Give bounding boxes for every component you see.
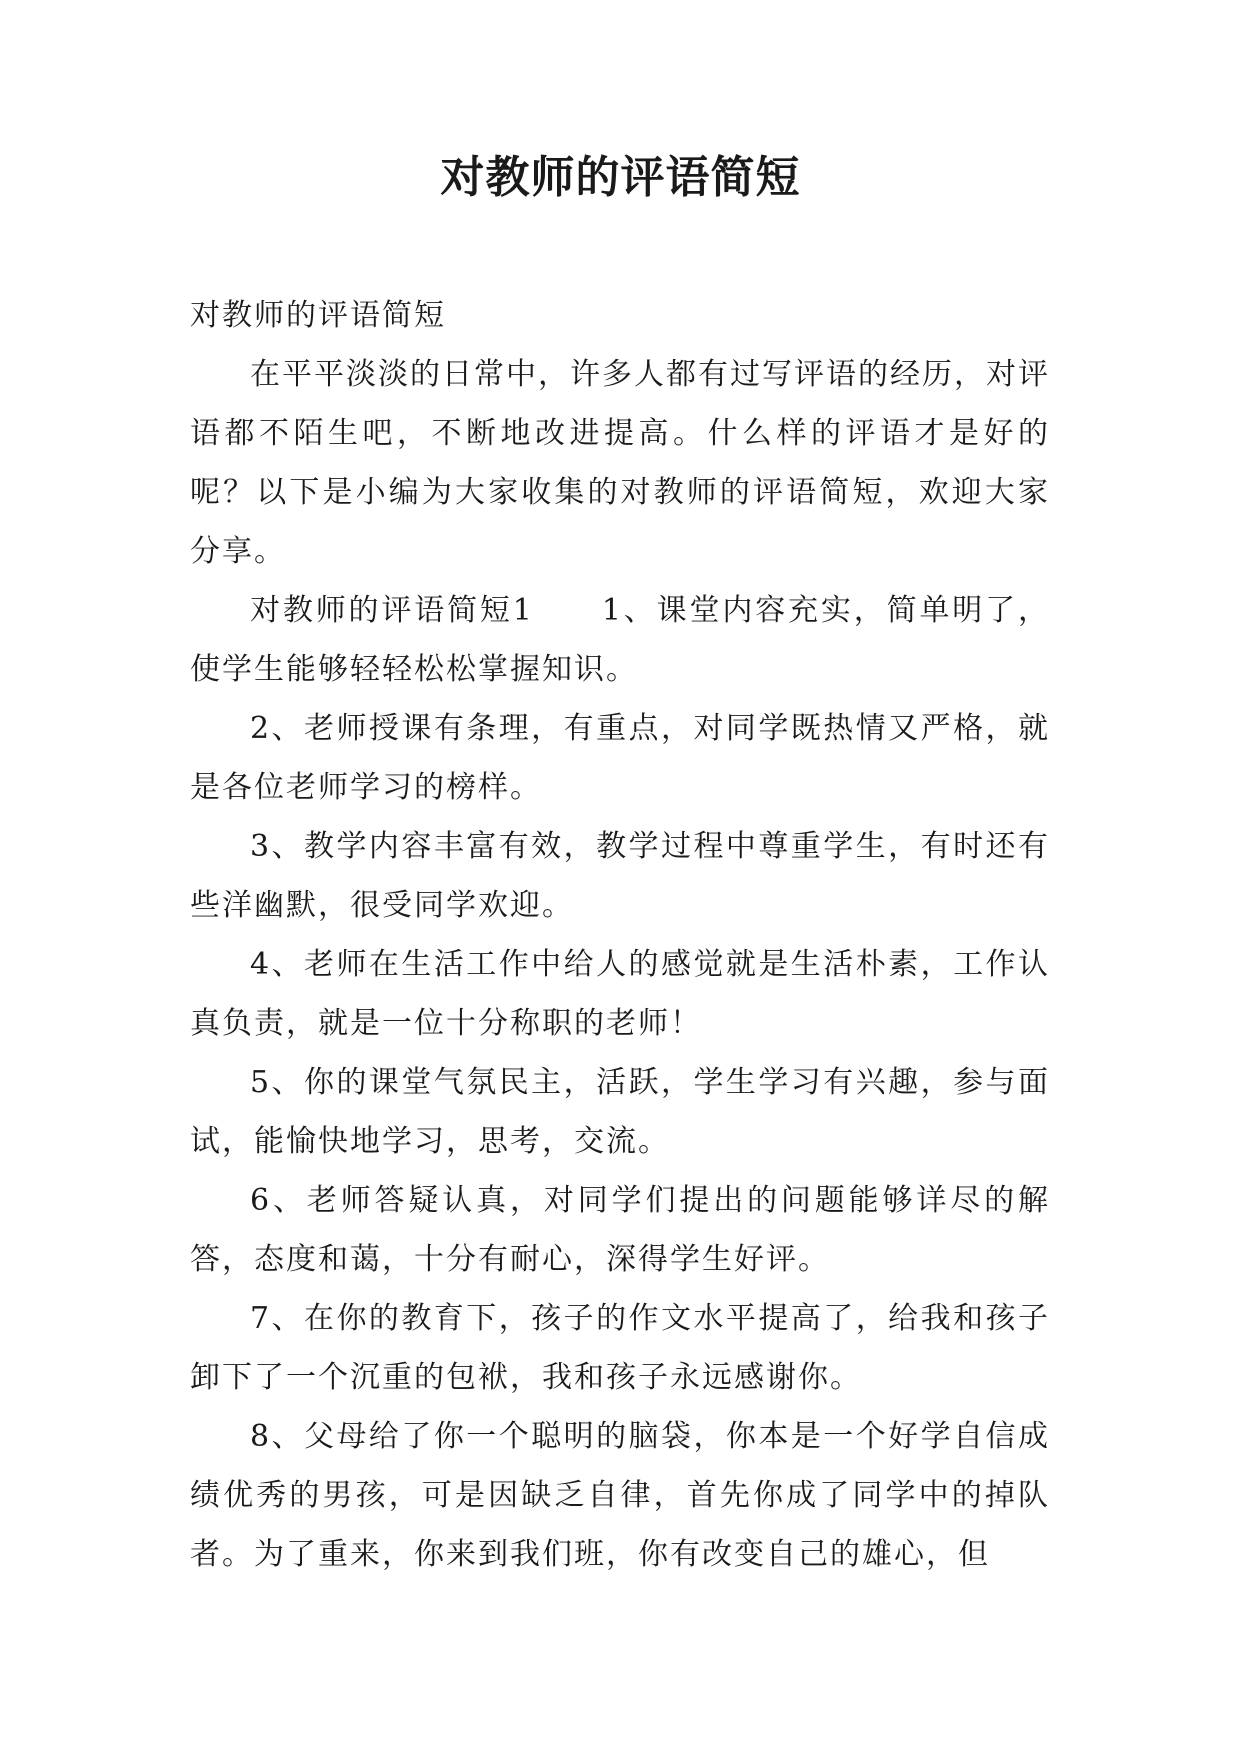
document-title: 对教师的评语简短 (440, 152, 801, 203)
list-item: 8、父母给了你一个聪明的脑袋，你本是一个好学自信成绩优秀的男孩，可是因缺乏自律，首先你成了同学中的掉队者。为了重来，你来到我们班，你有改变自己的雄心，但 (190, 1419, 1050, 1572)
document-subtitle: 对教师的评语简短 (190, 298, 446, 333)
list-item: 7、在你的教育下，孩子的作文水平提高了，给我和孩子卸下了一个沉重的包袱，我和孩子永远感谢你。 (190, 1301, 1050, 1395)
list-item: 6、老师答疑认真，对同学们提出的问题能够详尽的解答，态度和蔼，十分有耐心，深得学生好评。 (190, 1183, 1050, 1277)
list-item: 1、课堂内容充实，简单明了，使学生能够轻轻松松掌握知识。 (190, 593, 1050, 687)
list-item: 5、你的课堂气氛民主，活跃，学生学习有兴趣，参与面试，能愉快地学习，思考，交流。 (190, 1065, 1050, 1159)
list-item: 4、老师在生活工作中给人的感觉就是生活朴素，工作认真负责，就是一位十分称职的老师！ (190, 947, 1050, 1041)
section-heading: 对教师的评语简短1 (250, 593, 534, 628)
intro-paragraph: 在平平淡淡的日常中，许多人都有过写评语的经历，对评语都不陌生吧，不断地改进提高。什么样的评语才是好的呢？以下是小编为大家收集的对教师的评语简短，欢迎大家分享。 (190, 357, 1050, 569)
list-item: 3、教学内容丰富有效，教学过程中尊重学生，有时还有些洋幽默，很受同学欢迎。 (190, 829, 1050, 923)
list-item: 2、老师授课有条理，有重点，对同学既热情又严格，就是各位老师学习的榜样。 (190, 711, 1050, 805)
document-body (190, 286, 1050, 1584)
section-paragraph-1 (190, 581, 1050, 699)
